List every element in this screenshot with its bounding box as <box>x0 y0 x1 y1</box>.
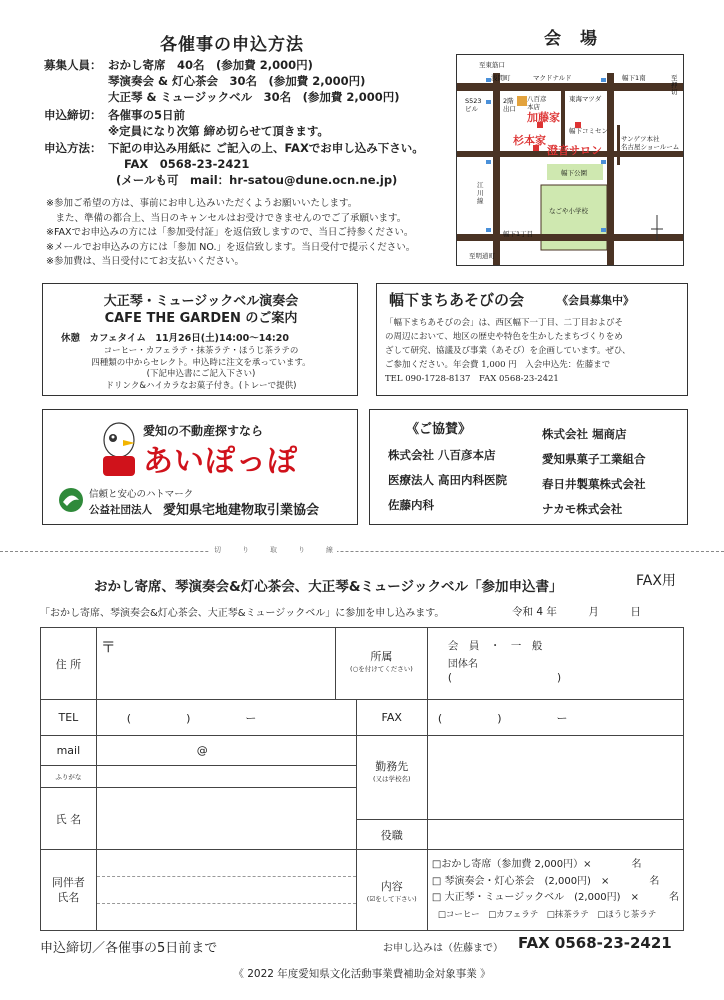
group-label: 団体名 <box>447 659 478 670</box>
note-line: また、準備の都合上、当日のキャンセルはお受けできませんのでご了承願います。 <box>46 212 407 224</box>
furigana-field[interactable] <box>96 766 356 788</box>
mail-field[interactable]: @ <box>96 736 356 766</box>
ad-sub: 信頼と安心のハトマーク <box>89 489 194 500</box>
footer-grant: 《 2022 年度愛知県文化活動事業費補助金対象事業 》 <box>233 968 491 980</box>
concert-box <box>42 283 358 396</box>
deadline-line: 各催事の5日前 <box>108 108 186 122</box>
footer-deadline: 申込締切／各催事の5日前まで <box>40 941 218 956</box>
pigeon-mascot-icon <box>95 418 143 480</box>
road-vertical <box>617 125 620 165</box>
concert-subtitle: CAFE THE GARDEN のご案内 <box>104 311 298 326</box>
concert-line: (下記申込書にご記入下さい) <box>146 369 256 379</box>
postal-mark: 〒 <box>100 638 116 656</box>
club-line: TEL 090-1728-8137 FAX 0568-23-2421 <box>385 374 559 384</box>
content-options[interactable] <box>427 850 683 931</box>
member-type: 会 員 ・ 一 般 <box>447 640 543 652</box>
map-label: S523 ビル <box>465 97 482 113</box>
venue-title: 会 場 <box>544 29 598 49</box>
road-vertical <box>607 73 614 266</box>
club-line: 「幅下まちあそびの会」は、西区幅下一丁目、二丁目およびそ <box>385 318 624 328</box>
map-label: 至明道町 <box>469 252 495 260</box>
map-label: 幅下1丁目 <box>503 230 534 238</box>
map-label: なごや小学校 <box>549 207 588 215</box>
method-line: 下記の申込み用紙に ご記入の上、FAXでお申し込み下さい。 <box>108 141 424 155</box>
club-title: 幅下まちあそびの会 <box>389 291 525 309</box>
sponsors-left <box>388 443 507 518</box>
concert-line: ドリンク&ハイカラなお菓子付き。(トレーで提供) <box>105 380 297 391</box>
name-field[interactable] <box>96 788 356 850</box>
recruit-line: おかし寄席 40名 (参加費 2,000円) <box>108 58 313 72</box>
map-label: 八百彦 本店 <box>527 95 547 111</box>
tel-field[interactable]: ( ) ー <box>96 700 356 736</box>
road-vertical <box>493 73 500 266</box>
post-field[interactable] <box>427 820 683 850</box>
ad-org: 公益社団法人 <box>89 504 152 516</box>
venue-marker: 澄音サロン <box>547 144 602 157</box>
group-field: ( ) <box>447 672 562 684</box>
tel-label: TEL <box>41 700 97 736</box>
fax-field[interactable]: ( ) ー <box>427 700 683 736</box>
cut-line <box>0 551 724 552</box>
map-label: 2階 出口 <box>503 97 516 113</box>
option-yose-checkbox[interactable]: □おかし寄席（参加費 2,000円）× 名 <box>431 859 642 870</box>
option-koto-checkbox[interactable]: □ 琴演奏会・灯心茶会 (2,000円) × 名 <box>431 875 660 887</box>
note-line: ※参加費は、当日受付にてお支払いください。 <box>46 256 244 268</box>
content-label: 内容 <box>380 879 403 893</box>
map-label: 浅間町 <box>491 74 511 82</box>
form-date: 令和 4 年 月 日 <box>512 606 641 618</box>
sponsor-item: 春日井製菓株式会社 <box>542 477 646 491</box>
member-cell[interactable] <box>427 628 683 700</box>
affiliation-note: (○を付けてください) <box>350 665 413 673</box>
map-roads <box>457 55 684 266</box>
hato-mark-icon <box>57 486 85 514</box>
concert-time: 休憩 カフェタイム 11月26日(土)14:00〜14:20 <box>61 333 289 344</box>
sponsor-item: 株式会社 堀商店 <box>542 427 627 441</box>
road-horizontal <box>457 234 684 241</box>
method-fax: FAX 0568-23-2421 <box>124 157 250 171</box>
sponsor-item: ナカモ株式会社 <box>542 502 623 516</box>
apply-title: 各催事の申込方法 <box>160 35 304 55</box>
method-mail: (メールも可 mail：hr-satou@dune.ocn.ne.jp) <box>116 173 398 187</box>
work-label: 勤務先 <box>375 760 409 773</box>
ad-brand: あいぽっぽ <box>143 444 298 479</box>
form-fax-tag: FAX用 <box>636 573 676 589</box>
recruit-label: 募集人員： <box>44 58 102 72</box>
address-field[interactable] <box>96 628 427 700</box>
venue-map <box>456 54 684 266</box>
companion-label: 同伴者 氏名 <box>41 850 97 931</box>
club-line: ご参加ください。年会費 1,000 円 入会申込先：佐藤まで <box>385 360 611 370</box>
content-label-cell <box>356 850 427 931</box>
drink-checkboxes[interactable]: □コーヒー □カフェラテ □抹茶ラテ □ほうじ茶ラテ <box>437 909 657 920</box>
club-line: の周辺において、地区の歴史や特色を生かしたまちづくりをめ <box>385 332 623 342</box>
note-line: ※メールでお申込みの方には「参加 NO.」を返信致します。当日受付で提示ください。 <box>46 241 416 253</box>
map-label: 至押切 <box>671 74 678 96</box>
map-label: 幅下公園 <box>561 169 587 177</box>
affiliation-cell <box>335 628 427 699</box>
map-label: 東海マツダ <box>569 95 602 103</box>
affiliation-label: 所属 <box>370 650 393 663</box>
club-line: ざして研究、協議及び事業（あそび）を企画しています。ぜひ、 <box>385 346 631 356</box>
club-text <box>385 316 630 386</box>
map-label: サンゲツ本社 名古屋ショールーム <box>621 135 680 151</box>
application-form <box>40 627 684 931</box>
venue-marker: 杉本家 <box>513 134 546 147</box>
ad-tagline: 愛知の不動産探すなら <box>143 424 264 438</box>
post-label: 役職 <box>356 820 427 850</box>
notes <box>46 197 415 270</box>
furigana-label: ふりがな <box>41 766 97 788</box>
concert-details <box>43 346 359 392</box>
ad-box <box>42 409 358 525</box>
companion-field[interactable] <box>96 850 356 931</box>
method-label: 申込方法： <box>44 141 102 155</box>
name-label: 氏 名 <box>41 788 97 850</box>
sponsors-box <box>369 409 688 525</box>
club-box <box>376 283 688 396</box>
map-label: 幅下コミセン <box>569 127 608 135</box>
map-label: マクドナルド <box>533 74 572 82</box>
content-note: (☑をして下さい) <box>366 894 417 903</box>
note-line: ※参加ご希望の方は、事前にお申し込みいただくようお願いいたします。 <box>46 198 358 209</box>
work-note: (又は学校名) <box>372 775 411 783</box>
sponsors-right <box>542 422 646 522</box>
recruit-line: 大正琴 & ミュージックベル 30名 (参加費 2,000円) <box>108 90 400 104</box>
address-label: 住 所 <box>41 628 97 700</box>
concert-line: コーヒー・カフェラテ・抹茶ラテ・ほうじ茶ラテの <box>103 346 299 356</box>
footer-contact: お申し込みは（佐藤まで） <box>383 943 503 954</box>
concert-title: 大正琴・ミュージックベル演奏会 <box>103 294 299 309</box>
venue-marker: 加藤家 <box>527 111 560 124</box>
deadline-label: 申込締切： <box>44 108 102 122</box>
map-label: 江 川 線 <box>477 181 484 205</box>
ad-org-name: 愛知県宅地建物取引業協会 <box>163 503 320 518</box>
cut-line-label: 切 り 取 り 線 <box>210 545 337 555</box>
concert-line: 四種類の中からセレクト。申込時に注文を承っています。 <box>91 357 311 368</box>
recruit-line: 琴演奏会 & 灯心茶会 30名 (参加費 2,000円) <box>108 74 366 88</box>
road-horizontal <box>457 83 684 91</box>
form-intro: 「おかし寄席、琴演奏会&灯心茶会、大正琴&ミュージックベル」に参加を申し込みます。 <box>40 608 445 619</box>
option-taishogoto-checkbox[interactable]: □ 大正琴・ミュージックベル (2,000円) × 名 <box>431 892 679 903</box>
club-tag: 《会員募集中》 <box>557 294 634 307</box>
sponsor-item: 医療法人 高田内科医院 <box>388 473 508 487</box>
form-title: おかし寄席、琴演奏会&灯心茶会、大正琴&ミュージックベル「参加申込書」 <box>94 579 563 595</box>
note-line: ※FAXでお申込みの方には「参加受付証」を返信致しますので、当日ご持参ください。 <box>46 227 414 239</box>
mail-label: mail <box>41 736 97 766</box>
sponsor-item: 佐藤内科 <box>388 498 434 512</box>
sponsor-item: 愛知県菓子工業組合 <box>542 452 646 466</box>
sponsor-item: 株式会社 八百彦本店 <box>388 448 496 462</box>
work-label-cell <box>356 736 427 820</box>
fax-label: FAX <box>356 700 427 736</box>
deadline-line: ※定員になり次第 締め切らせて頂きます。 <box>108 124 329 138</box>
work-field[interactable] <box>427 736 683 820</box>
sponsors-title: 《ご協賛》 <box>406 422 472 437</box>
footer-fax: FAX 0568-23-2421 <box>518 934 672 952</box>
map-label: 至東筋口 <box>479 61 505 69</box>
map-label: 幅下1南 <box>622 74 646 82</box>
